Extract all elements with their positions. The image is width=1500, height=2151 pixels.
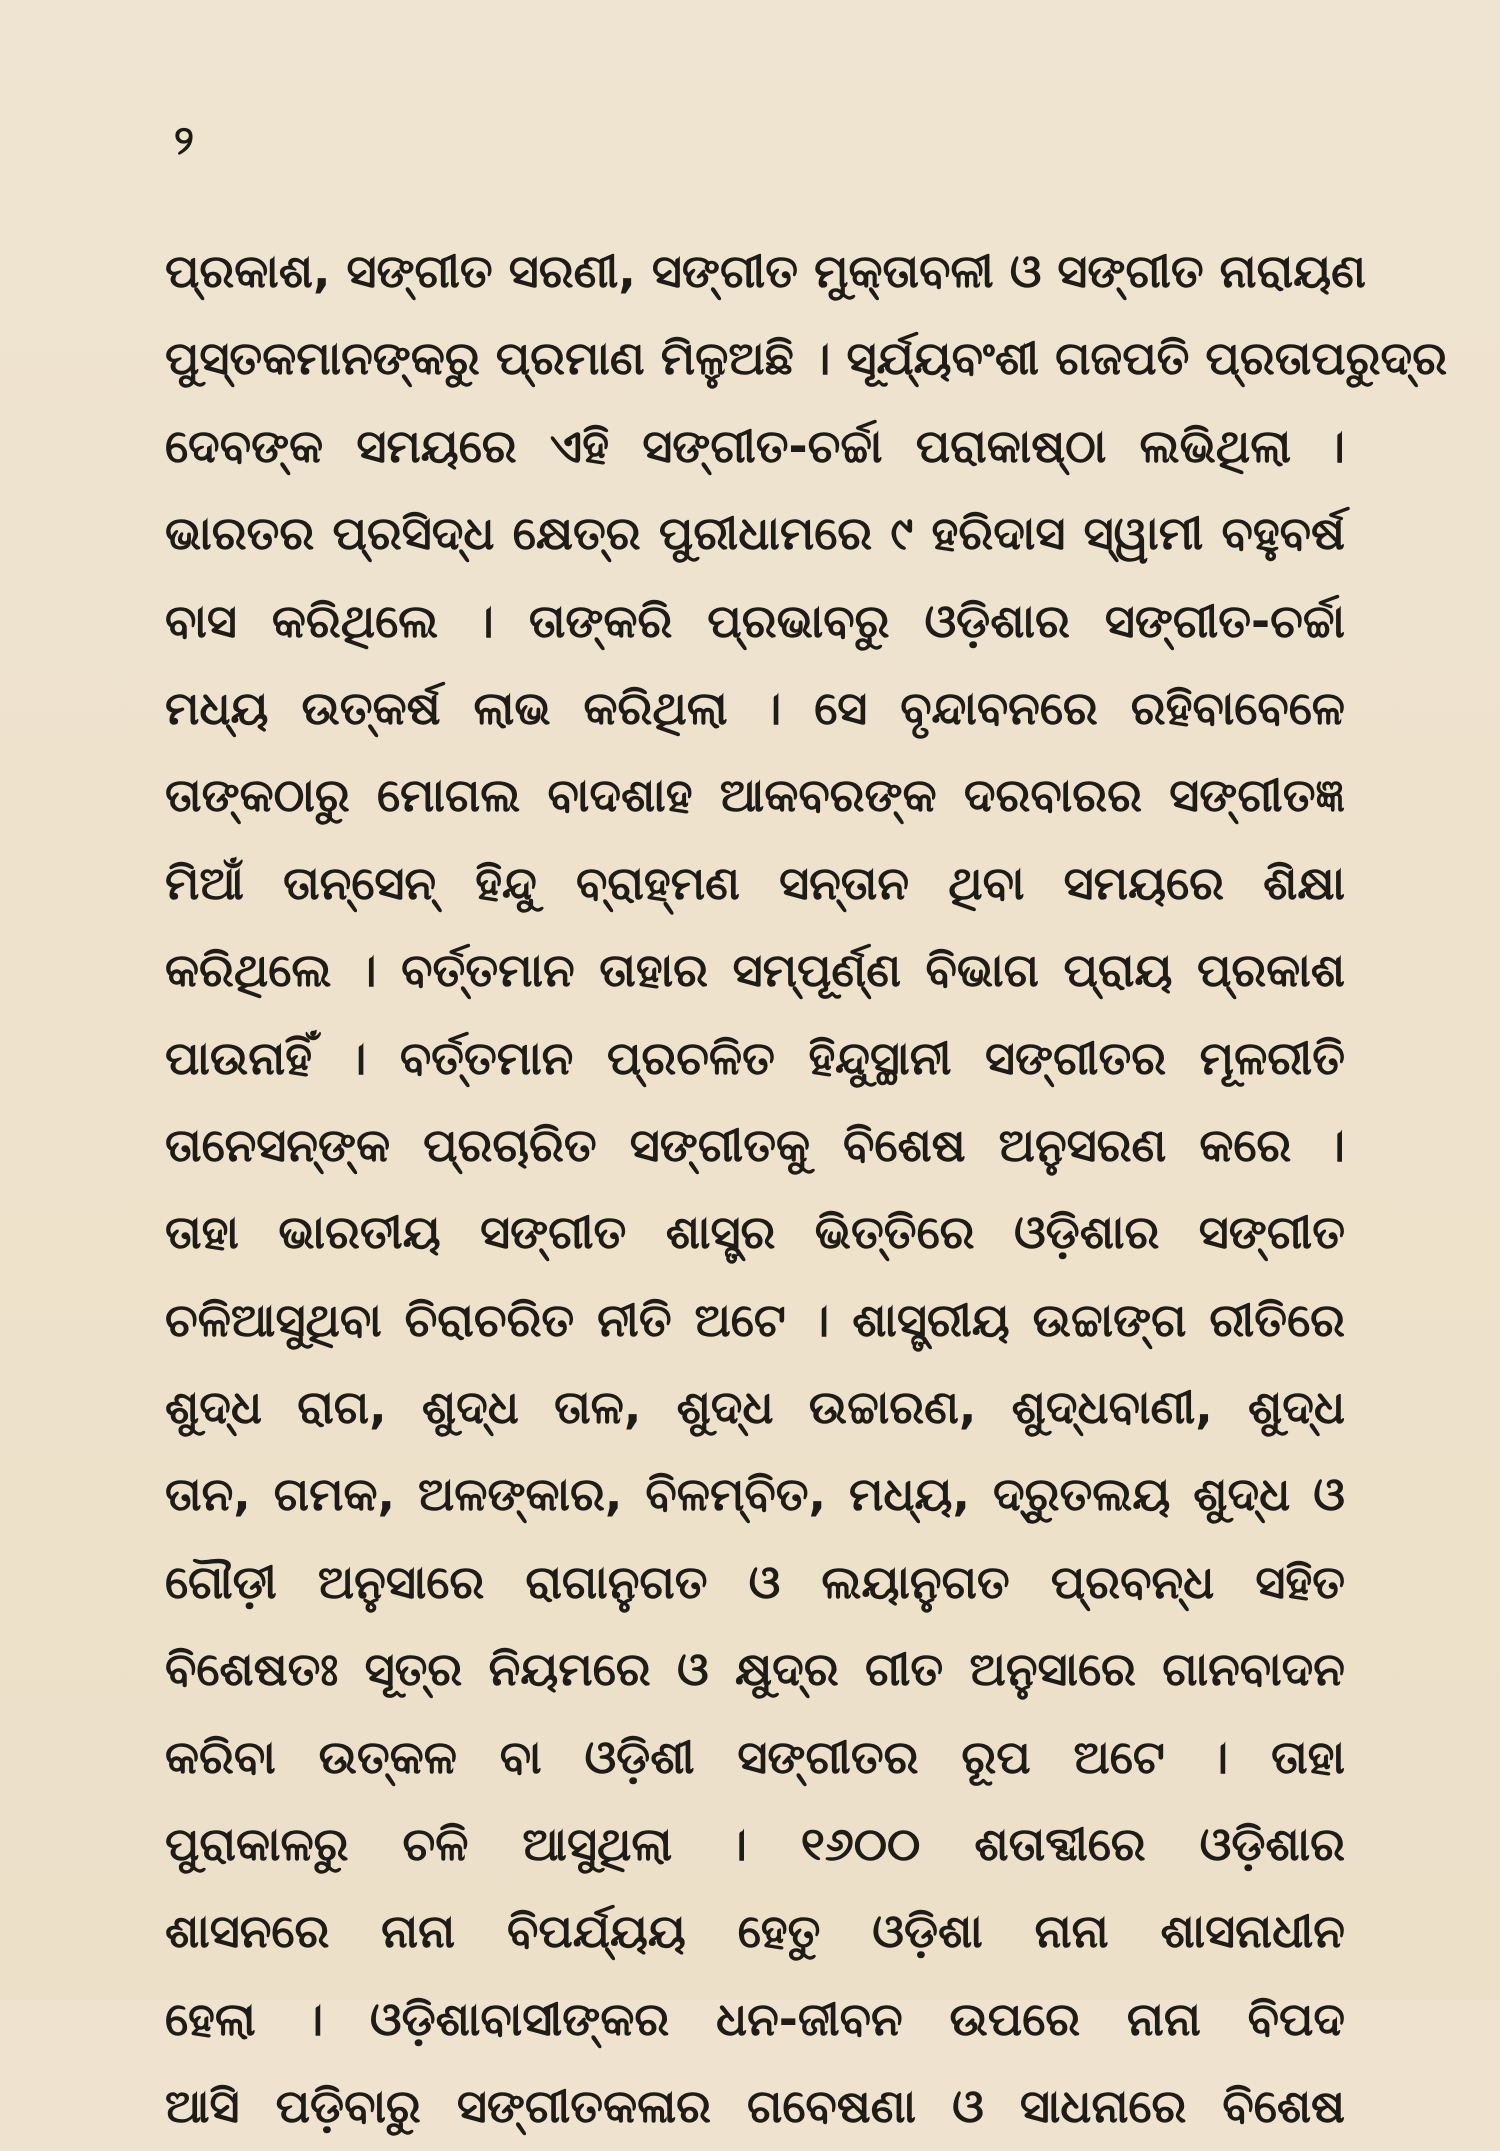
text-line: ଆସି ପଡ଼ିବାରୁ ସଙ୍ଗୀତକଳାର ଗବେଷଣା ଓ ସାଧନାରେ ବିଶେଷ [165, 2079, 1345, 2134]
text-line: ଶାସନରେ ନାନା ବିପର୍ଯ୍ୟୟ ହେତୁ ଓଡ଼ିଶା ନାନା ଶାସନାଧୀନ [165, 1904, 1345, 1959]
text-line: ପାଉନାହିଁ । ବର୍ତ୍ତମାନ ପ୍ରଚଳିତ ହିନ୍ଦୁସ୍ଥାନୀ ସଙ୍ଗୀତର ମୂଳରୀତି [165, 1030, 1345, 1085]
text-line: ତାହା ଭାରତୀୟ ସଙ୍ଗୀତ ଶାସ୍ତ୍ର ଭିତ୍ତିରେ ଓଡ଼ିଶାର ସଙ୍ଗୀତ [165, 1205, 1345, 1260]
text-line: ଦେବଙ୍କ ସମୟରେ ଏହି ସଙ୍ଗୀତ-ଚର୍ଚ୍ଚା ପରାକାଷ୍ଠା ଲଭିଥିଲା । [165, 418, 1345, 473]
text-line: ଗୌଡ଼ୀ ଅନୁସାରେ ରାଗାନୁଗତ ଓ ଲୟାନୁଗତ ପ୍ରବନ୍ଧ ସହିତ [165, 1554, 1345, 1609]
text-line: ମଧ୍ୟ ଉତ୍କର୍ଷ ଲାଭ କରିଥିଲା । ସେ ବୃନ୍ଦାବନରେ ରହିବାବେଳେ [165, 680, 1345, 735]
text-line: ତାନେସନ୍‌ଙ୍କ ପ୍ରଚାରିତ ସଙ୍ଗୀତକୁ ବିଶେଷ ଅନୁସରଣ କରେ । [165, 1117, 1345, 1172]
text-line: ହେଲା । ଓଡ଼ିଶାବାସୀଙ୍କର ଧନ-ଜୀବନ ଉପରେ ନାନା ବିପଦ [165, 1991, 1345, 2046]
text-line: ପ୍ରକାଶ, ସଙ୍ଗୀତ ସରଣୀ, ସଙ୍ଗୀତ ମୁକ୍ତାବଳୀ ଓ ସଙ୍ଗୀତ ନାରାୟଣ [165, 244, 1366, 298]
page-number: ୨ [174, 118, 194, 164]
text-line: କରିବା ଉତ୍କଳ ବା ଓଡ଼ିଶୀ ସଙ୍ଗୀତର ରୂପ ଅଟେ । ତାହା [165, 1729, 1345, 1784]
body-text [165, 228, 1448, 2151]
text-line: ବିଶେଷତଃ ସୂତ୍ର ନିୟମରେ ଓ କ୍ଷୁଦ୍ର ଗୀତ ଅନୁସାରେ ଗାନବାଦନ [165, 1642, 1345, 1697]
text-line: ପୁରାକାଳରୁ ଚଳି ଆସୁଥିଲା । ୧୬୦୦ ଶତାବ୍ଦୀରେ ଓଡ଼ିଶାର [165, 1817, 1345, 1872]
text-line: କରିଥିଲେ । ବର୍ତ୍ତମାନ ତାହାର ସମ୍ପୂର୍ଣ୍ଣ ବିଭାଗ ପ୍ରାୟ ପ୍ରକାଶ [165, 943, 1345, 998]
text-line: ବାସ କରିଥିଲେ । ତାଙ୍କରି ପ୍ରଭାବରୁ ଓଡ଼ିଶାର ସଙ୍ଗୀତ-ଚର୍ଚ୍ଚା [165, 593, 1345, 648]
text-line: ପୁସ୍ତକମାନଙ୍କରୁ ପ୍ରମାଣ ମିଳୁଅଛି । ସୂର୍ଯ୍ୟବଂଶୀ ଗଜପତି ପ୍ରତାପରୁଦ୍ର [165, 331, 1448, 386]
text-line: ଶୁଦ୍ଧ ରାଗ, ଶୁଦ୍ଧ ତାଳ, ଶୁଦ୍ଧ ଉଚ୍ଚାରଣ, ଶୁଦ୍ଧବାଣୀ, ଶୁଦ୍ଧ [165, 1380, 1345, 1435]
text-line: ତାନ, ଗମକ, ଅଳଙ୍କାର, ବିଳମ୍ବିତ, ମଧ୍ୟ, ଦ୍ରୁତଲୟ ଶୁଦ୍ଧ ଓ [165, 1467, 1345, 1522]
text-line: ମିଆଁ ତାନ୍‌ସେନ୍ ହିନ୍ଦୁ ବ୍ରାହ୍ମଣ ସନ୍ତାନ ଥିବା ସମୟରେ ଶିକ୍ଷା [165, 855, 1345, 910]
text-line: ତାଙ୍କଠାରୁ ମୋଗଲ ବାଦଶାହ ଆକବରଙ୍କ ଦରବାରର ସଙ୍ଗୀତଜ୍ଞ [165, 768, 1345, 823]
text-line: ଚଳିଆସୁଥିବା ଚିରାଚରିତ ନୀତି ଅଟେ । ଶାସ୍ତ୍ରୀୟ ଉଚ୍ଚାଙ୍ଗ ରୀତିରେ [165, 1292, 1345, 1347]
text-line: ଭାରତର ପ୍ରସିଦ୍ଧ କ୍ଷେତ୍ର ପୁରୀଧାମରେ ୯ ହରିଦାସ ସ୍ୱାମୀ ବହୁବର୍ଷ [165, 506, 1345, 561]
